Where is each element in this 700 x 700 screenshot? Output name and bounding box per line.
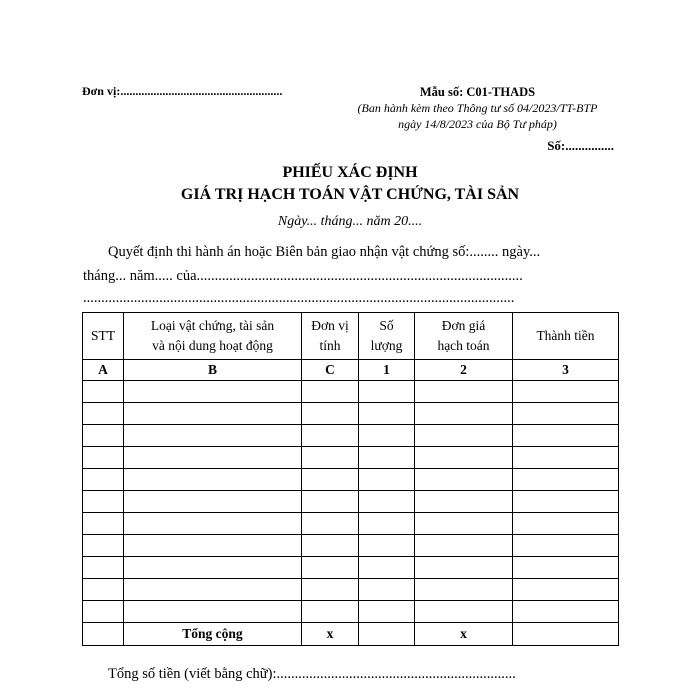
table-row xyxy=(83,579,619,601)
header-unit-line-1: Đơn vị xyxy=(311,318,349,333)
unit-label: Đơn vị:...................................................... xyxy=(82,84,283,98)
document-title-line-1: PHIẾU XÁC ĐỊNH xyxy=(282,164,418,181)
header-stt xyxy=(83,313,124,360)
form-code: Mẫu số: C01-THADS xyxy=(419,85,536,99)
amount-in-words: Tổng số tiền (viết bằng chữ):.................................................................. xyxy=(108,666,516,682)
table-row xyxy=(83,403,619,425)
table-row xyxy=(83,381,619,403)
total-row xyxy=(83,623,619,646)
issued-by-line-1: (Ban hành kèm theo Thông tư số 04/2023/TT-BTP xyxy=(357,101,598,115)
table-row xyxy=(83,491,619,513)
table-row xyxy=(83,601,619,623)
header-total-text: Thành tiền xyxy=(536,328,595,343)
header-unit-line-2: tính xyxy=(319,338,341,353)
total-price-mark: x xyxy=(415,623,513,646)
decision-line-1: Quyết định thi hành án hoặc Biên bản giao nhận vật chứng số:........ ngày... xyxy=(108,244,541,260)
table-row xyxy=(83,425,619,447)
header-price-line-2: hạch toán xyxy=(437,338,490,353)
header-unit xyxy=(302,313,359,360)
header-quantity xyxy=(359,313,415,360)
total-label: Tổng cộng xyxy=(124,623,302,646)
document-title-line-2: GIÁ TRỊ HẠCH TOÁN VẬT CHỨNG, TÀI SẢN xyxy=(180,186,520,203)
decision-line-3: ....................................................................................................................... xyxy=(83,290,515,306)
column-code: 2 xyxy=(415,360,513,381)
document-number: Số:............... xyxy=(547,138,614,153)
table-row xyxy=(83,469,619,491)
table-row xyxy=(83,513,619,535)
header-stt-text: STT xyxy=(90,328,115,343)
valuation-table xyxy=(82,312,619,646)
header-quantity-line-2: lượng xyxy=(370,338,403,353)
column-code: 3 xyxy=(513,360,619,381)
header-total xyxy=(513,313,619,360)
decision-line-2: tháng... năm..... của.......................................................................................... xyxy=(83,268,523,284)
total-amount-cell xyxy=(513,623,619,646)
column-code: B xyxy=(124,360,302,381)
header-item-line-2: và nội dung hoạt động xyxy=(152,338,273,353)
form-info xyxy=(330,84,625,132)
header-item-line-1: Loại vật chứng, tài sản xyxy=(150,318,275,333)
total-stt-cell xyxy=(83,623,124,646)
issued-by-line-2: ngày 14/8/2023 của Bộ Tư pháp) xyxy=(398,117,557,131)
header-price xyxy=(415,313,513,360)
column-code: 1 xyxy=(359,360,415,381)
table-row xyxy=(83,557,619,579)
table-row xyxy=(83,447,619,469)
column-code-row xyxy=(83,360,619,381)
header-quantity-line-1: Số xyxy=(379,318,394,333)
total-quantity-cell xyxy=(359,623,415,646)
table-header-row xyxy=(83,313,619,360)
table-row xyxy=(83,535,619,557)
column-code: A xyxy=(83,360,124,381)
header-price-line-1: Đơn giá xyxy=(441,318,486,333)
total-unit-mark: x xyxy=(302,623,359,646)
column-code: C xyxy=(302,360,359,381)
date-line: Ngày... tháng... năm 20.... xyxy=(277,214,423,229)
header-item xyxy=(124,313,302,360)
